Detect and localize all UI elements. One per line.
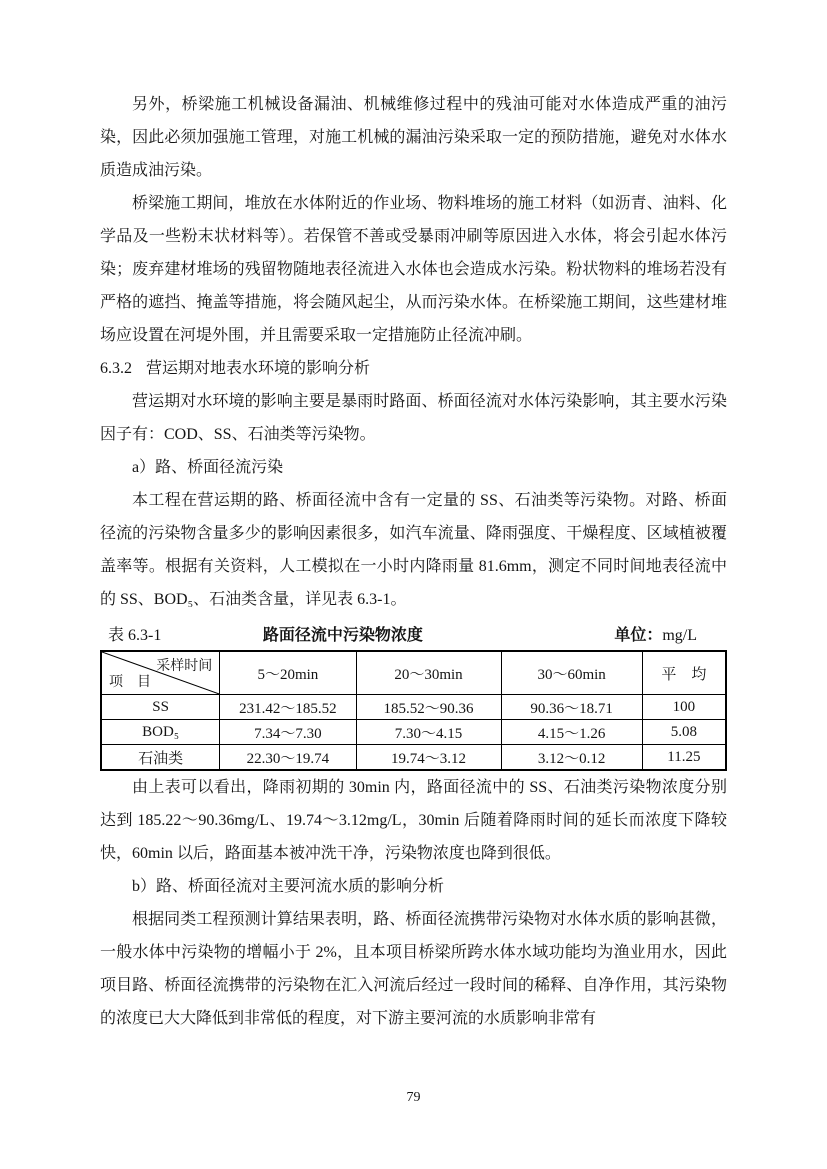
table-cell: 185.52～90.36 bbox=[356, 695, 501, 720]
table-cell: 231.42～185.52 bbox=[220, 695, 356, 720]
table-cell: 90.36～18.71 bbox=[501, 695, 642, 720]
table-col-header: 5～20min bbox=[220, 651, 356, 695]
table-unit bbox=[614, 622, 697, 645]
unit-label: 单位： bbox=[614, 626, 663, 644]
table-cell: 22.30～19.74 bbox=[220, 745, 356, 771]
table-cell: 11.25 bbox=[642, 745, 726, 771]
table-cell: 100 bbox=[642, 695, 726, 720]
paragraph-river-impact: 根据同类工程预测计算结果表明，路、桥面径流携带污染物对水体水质的影响甚微，一般水体中污染物的增幅小于 2%，且本项目桥梁所跨水体水域功能均为渔业用水，因此项目路、桥面径流携带的污染物在汇入河流后经过一段时间的稀释、自净作用，其污染物的浓度已大大降低到非常低的程度，对下游主要河流的水质影响非常有 bbox=[100, 911, 727, 1027]
table-cell: 19.74～3.12 bbox=[356, 745, 501, 771]
page-content bbox=[100, 88, 727, 1035]
corner-label-sampling-time: 采样时间 bbox=[156, 659, 213, 674]
table-row-ss bbox=[101, 695, 726, 720]
paragraph-oil-pollution: 另外，桥梁施工机械设备漏油、机械维修过程中的残油可能对水体造成严重的油污染，因此必须加强施工管理，对施工机械的漏油污染采取一定的预防措施，避免对水体水质造成油污染。 bbox=[100, 96, 727, 179]
row-item-label: 石油类 bbox=[101, 745, 220, 771]
table-title: 路面径流中污染物浓度 bbox=[262, 626, 423, 644]
paragraph-table-analysis: 由上表可以看出，降雨初期的 30min 内，路面径流中的 SS、石油类污染物浓度分别达到 185.22～90.36mg/L、19.74～3.12mg/L，30min 后随着降雨时间的延长而浓度下降较快，60min 以后，路面基本被冲洗干净，污染物浓度也降到很低。 bbox=[100, 779, 727, 862]
section-heading-6-3-2 bbox=[100, 352, 727, 385]
table-label: 表 6.3-1 bbox=[108, 626, 162, 644]
paragraph-runoff-pollutants: 本工程在营运期的路、桥面径流中含有一定量的 SS、石油类等污染物。对路、桥面径流的污染物含量多少的影响因素很多，如汽车流量、降雨强度、干燥程度、区域植被覆盖率等。根据有关资料，人工模拟在一小时内降雨量 81.6mm，测定不同时间地表径流中的 SS、BOD₅、石油类含量，详见表 6.3-1。 bbox=[100, 492, 727, 608]
table-cell: 5.08 bbox=[642, 720, 726, 745]
table-col-header: 20～30min bbox=[356, 651, 501, 695]
corner-label-item: 项 目 bbox=[109, 675, 151, 690]
table-cell: 7.30～4.15 bbox=[356, 720, 501, 745]
table-col-header: 平 均 bbox=[642, 651, 726, 695]
table-col-header: 30～60min bbox=[501, 651, 642, 695]
table-cell: 4.15～1.26 bbox=[501, 720, 642, 745]
table-header-row bbox=[101, 651, 726, 695]
row-item-label: SS bbox=[101, 695, 220, 720]
paragraph-material-stockpile: 桥梁施工期间，堆放在水体附近的作业场、物料堆场的施工材料（如沥青、油料、化学品及一些粉末状材料等）。若保管不善或受暴雨冲刷等原因进入水体，将会引起水体污染；废弃建材堆场的残留物随地表径流进入水体也会造成水污染。粉状物料的堆场若没有严格的遮挡、掩盖等措施，将会随风起尘，从而污染水体。在桥梁施工期间，这些建材堆场应设置在河堤外围，并且需要采取一定措施防止径流冲刷。 bbox=[100, 195, 727, 344]
table-cell: 3.12～0.12 bbox=[501, 745, 642, 771]
paragraph-operation-period: 营运期对水环境的影响主要是暴雨时路面、桥面径流对水体污染影响，其主要水污染因子有：COD、SS、石油类等污染物。 bbox=[100, 393, 727, 443]
unit-value: mg/L bbox=[662, 626, 697, 644]
section-title: 营运期对地表水环境的影响分析 bbox=[146, 360, 371, 377]
page-number: 79 bbox=[406, 1090, 421, 1105]
row-item-label: BOD₅ bbox=[101, 720, 220, 745]
table-corner-cell bbox=[101, 651, 220, 695]
table-caption bbox=[100, 616, 727, 650]
table-row-bod5 bbox=[101, 720, 726, 745]
table-cell: 7.34～7.30 bbox=[220, 720, 356, 745]
section-number: 6.3.2 bbox=[100, 360, 132, 377]
list-item-b: b）路、桥面径流对主要河流水质的影响分析 bbox=[132, 878, 445, 895]
table-row-petroleum bbox=[101, 745, 726, 771]
pollutant-concentration-table bbox=[100, 650, 727, 771]
list-item-a: a）路、桥面径流污染 bbox=[132, 459, 284, 476]
